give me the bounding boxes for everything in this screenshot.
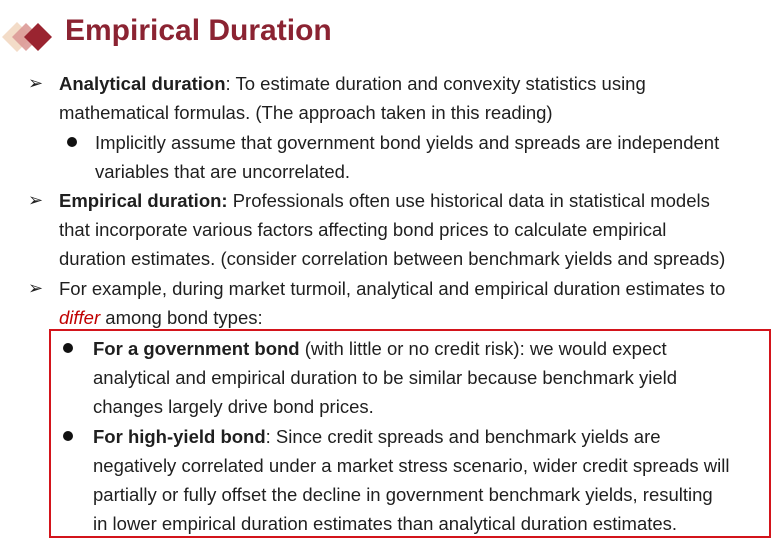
bullet-label: Analytical duration — [59, 73, 226, 94]
bullet-example-line2 — [59, 303, 263, 332]
subbullet-government-line2: analytical and empirical duration to be similar because benchmark yield — [93, 367, 678, 388]
bullet-text: Professionals often use historical data in statistical models — [227, 190, 710, 211]
differ-emphasis: differ — [59, 307, 101, 328]
bullet-analytical-line2: mathematical formulas. (The approach taken in this reading) — [59, 102, 553, 123]
subbullet-government-line3: changes largely drive bond prices. — [93, 396, 374, 417]
subbullet-highyield-line1 — [93, 422, 661, 451]
bullet-empirical-line1 — [59, 186, 710, 215]
subbullet-implicit-line2: variables that are uncorrelated. — [95, 161, 351, 182]
bullet-example-line1: For example, during market turmoil, analytical and empirical duration estimates to — [59, 278, 726, 299]
arrow-bullet-icon: ➢ — [28, 278, 44, 298]
diamond-logo-icon — [0, 18, 60, 56]
arrow-bullet-icon: ➢ — [28, 73, 44, 93]
subbullet-implicit-line1: Implicitly assume that government bond yields and spreads are independent — [95, 132, 720, 153]
subbullet-government-line1 — [93, 334, 667, 363]
subbullet-highyield-line2: negatively correlated under a market stress scenario, wider credit spreads will — [93, 455, 730, 476]
slide-title: Empirical Duration — [65, 14, 332, 47]
bullet-empirical-line3: duration estimates. (consider correlation between benchmark yields and spreads) — [59, 248, 726, 269]
bullet-label: For a government bond — [93, 338, 300, 359]
arrow-bullet-icon: ➢ — [28, 190, 44, 210]
bullet-text: : Since credit spreads and benchmark yields are — [265, 426, 661, 447]
bullet-text: (with little or no credit risk): we would expect — [299, 338, 667, 359]
dot-bullet-icon — [63, 343, 73, 353]
bullet-label: Empirical duration: — [59, 190, 228, 211]
bullet-analytical-line1 — [59, 69, 646, 98]
bullet-text: : To estimate duration and convexity statistics using — [225, 73, 646, 94]
bullet-text: among bond types: — [100, 307, 263, 328]
dot-bullet-icon — [63, 431, 73, 441]
subbullet-highyield-line4: in lower empirical duration estimates than analytical duration estimates. — [93, 513, 678, 534]
subbullet-highyield-line3: partially or fully offset the decline in government benchmark yields, resulting — [93, 484, 713, 505]
bullet-empirical-line2: that incorporate various factors affecting bond prices to calculate empirical — [59, 219, 667, 240]
dot-bullet-icon — [67, 137, 77, 147]
bullet-label: For high-yield bond — [93, 426, 266, 447]
